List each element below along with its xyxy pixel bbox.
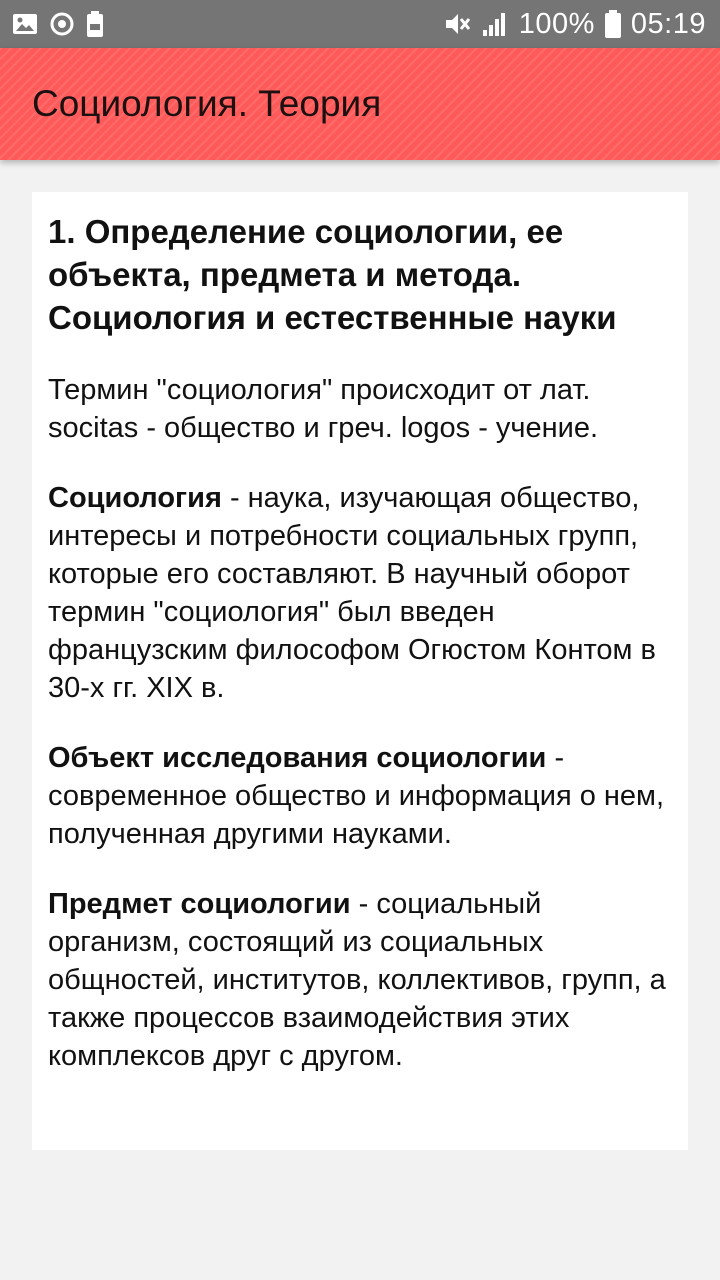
article-paragraph-4	[48, 885, 672, 1075]
clock: 05:19	[630, 7, 706, 40]
battery-icon	[605, 10, 621, 38]
term-sociology: Социология	[48, 482, 222, 514]
article-card[interactable]	[32, 192, 688, 1150]
app-title: Социология. Теория	[32, 83, 382, 124]
mute-icon	[443, 10, 471, 38]
definition-object: - современное общество и информация о нем, полученная другими науками.	[48, 742, 665, 850]
definition-sociology: - наука, изучающая общество, интересы и потребности социальных групп, которые его составляют. В научный оборот термин "социология" был введен французским философом Огюстом Контом в 30-х гг. XIX в.	[48, 482, 656, 704]
image-icon	[12, 12, 38, 36]
status-bar	[0, 0, 720, 48]
battery-percent: 100%	[518, 7, 595, 40]
sync-icon	[48, 10, 76, 38]
signal-icon	[481, 10, 509, 38]
article-heading: 1. Определение социологии, ее объекта, предмета и метода. Социология и естественные науки	[48, 213, 617, 336]
article-paragraph-1: Термин "социология" происходит от лат. socitas - общество и греч. logos - учение.	[48, 374, 599, 444]
term-object: Объект исследования социологии	[48, 742, 547, 774]
status-bar-left	[12, 10, 104, 38]
battery-saver-icon	[86, 10, 104, 38]
term-subject: Предмет социологии	[48, 888, 351, 920]
app-bar	[0, 48, 720, 160]
definition-subject: - социальный организм, состоящий из социальных общностей, институтов, коллективов, групп, а также процессов взаимодействия этих комплексов друг с другом.	[48, 888, 666, 1072]
article-paragraph-2	[48, 479, 672, 707]
article-paragraph-3	[48, 739, 672, 853]
status-bar-right	[443, 8, 706, 41]
